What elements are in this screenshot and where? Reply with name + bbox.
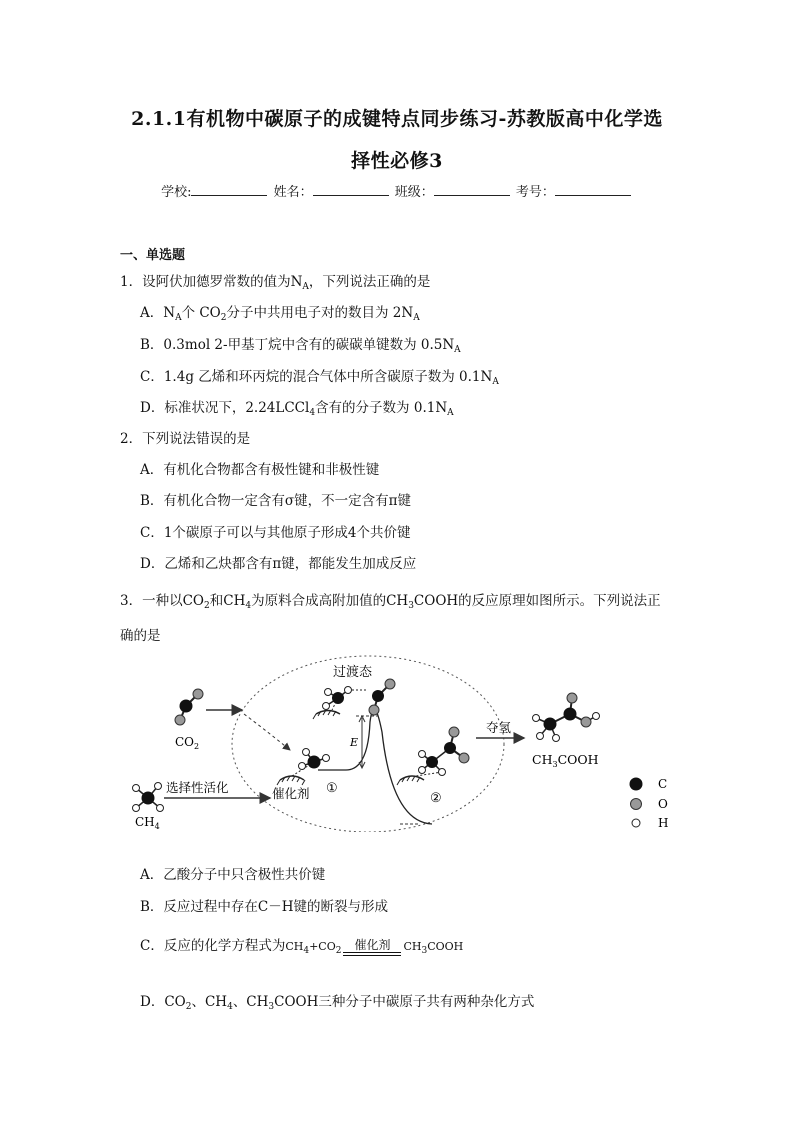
- student-info: [0, 181, 794, 200]
- q2-option-b[interactable]: B．有机化合物一定含有σ键，不一定含有π键: [140, 493, 412, 509]
- step-1-label: ①: [326, 781, 338, 796]
- q2-option-a[interactable]: A．有机化合物都含有极性键和非极性键: [140, 462, 380, 478]
- page-title-line1: 2.1.1有机物中碳原子的成键特点同步练习-苏教版高中化学选: [131, 108, 663, 130]
- ch3cooh-label: $CH_3COOH$: [532, 752, 599, 769]
- q2-option-c[interactable]: C．1个碳原子可以与其他原子形成4个共价键: [140, 525, 411, 541]
- legend-hydrogen-label: H: [658, 816, 669, 830]
- class-label: 班级：: [394, 185, 434, 200]
- co2-label: $CO_2$: [175, 735, 200, 751]
- equation-reactants: $CH_4+CO_2$: [285, 940, 342, 956]
- exam-no-label: 考号：: [515, 185, 555, 200]
- legend-hydrogen-swatch: [632, 819, 640, 827]
- legend-oxygen-swatch: [631, 799, 642, 810]
- q3-option-a[interactable]: A．乙酸分子中只含极性共价键: [140, 867, 326, 883]
- co2-dashed-arrow: [244, 714, 290, 750]
- dehydrogenation-label: 夺氢: [486, 720, 512, 735]
- legend-oxygen-label: O: [658, 797, 668, 811]
- q1-option-a[interactable]: A．$N_A$个 $CO_2$分子中共用电子对的数目为 $2N_A$: [140, 305, 420, 323]
- q3-option-b[interactable]: B．反应过程中存在C－H键的断裂与形成: [140, 899, 389, 915]
- name-label: 姓名：: [273, 185, 313, 200]
- equation-products: $CH_3COOH$: [403, 940, 464, 956]
- step-2-label: ②: [430, 791, 442, 806]
- school-field[interactable]: [191, 183, 267, 196]
- class-field[interactable]: [434, 183, 510, 196]
- energy-profile-curve: [318, 709, 432, 824]
- name-field[interactable]: [313, 183, 389, 196]
- page-title-line2: 择性必修3: [351, 150, 443, 172]
- ch4-label: $CH_4$: [135, 815, 160, 831]
- q1-option-d[interactable]: D．标准状况下，2.24LCCl$_4$含有的分子数为 $0.1N_A$: [140, 400, 454, 418]
- reaction-mechanism-figure: [120, 652, 680, 832]
- q3-option-d[interactable]: D．$CO_2$、$CH_4$、$CH_3COOH$三种分子中碳原子共有两种杂化方式: [140, 994, 535, 1012]
- exam-no-field[interactable]: [555, 183, 631, 196]
- q1-option-c[interactable]: C．1.4g 乙烯和环丙烷的混合气体中所含碳原子数为 $0.1N_A$: [140, 369, 499, 387]
- legend-carbon-swatch: [630, 778, 643, 791]
- atom-legend: [630, 777, 669, 830]
- intermediate-species-2: [397, 727, 469, 785]
- ch4-molecule: [133, 783, 164, 812]
- q2-stem: 2．下列说法错误的是: [120, 431, 251, 447]
- q1-stem: 1．设阿伏加德罗常数的值为$N_A$，下列说法正确的是: [120, 274, 431, 292]
- catalyst-condition: 催化剂: [343, 938, 401, 956]
- section-heading: 一、单选题: [120, 248, 186, 263]
- q3-stem-line2: 确的是: [120, 628, 161, 644]
- transition-state-label: 过渡态: [333, 665, 373, 680]
- school-label: 学校:: [161, 185, 192, 200]
- ea-label: E: [350, 736, 359, 749]
- q1-option-b[interactable]: B．0.3mol 2-甲基丁烷中含有的碳碳单键数为 $0.5N_A$: [140, 337, 461, 355]
- activation-label: 选择性活化: [166, 780, 229, 795]
- catalyst-site-1: [277, 749, 330, 786]
- q2-option-d[interactable]: D．乙烯和乙炔都含有π键，都能发生加成反应: [140, 556, 417, 572]
- ch3cooh-molecule: [533, 693, 600, 742]
- legend-carbon-label: C: [658, 777, 668, 791]
- q3-stem: 3．一种以$CO_2$和$CH_4$为原料合成高附加值的$CH_3COOH$的反应原理如图所示。下列说法正: [120, 593, 661, 611]
- catalyst-label: 催化剂: [272, 786, 310, 801]
- transition-state-species: [313, 679, 395, 719]
- q3-option-c[interactable]: C．反应的化学方程式为$CH_4+CO_2$ 催化剂 $CH_3COOH$: [140, 937, 464, 956]
- co2-molecule: [175, 689, 203, 725]
